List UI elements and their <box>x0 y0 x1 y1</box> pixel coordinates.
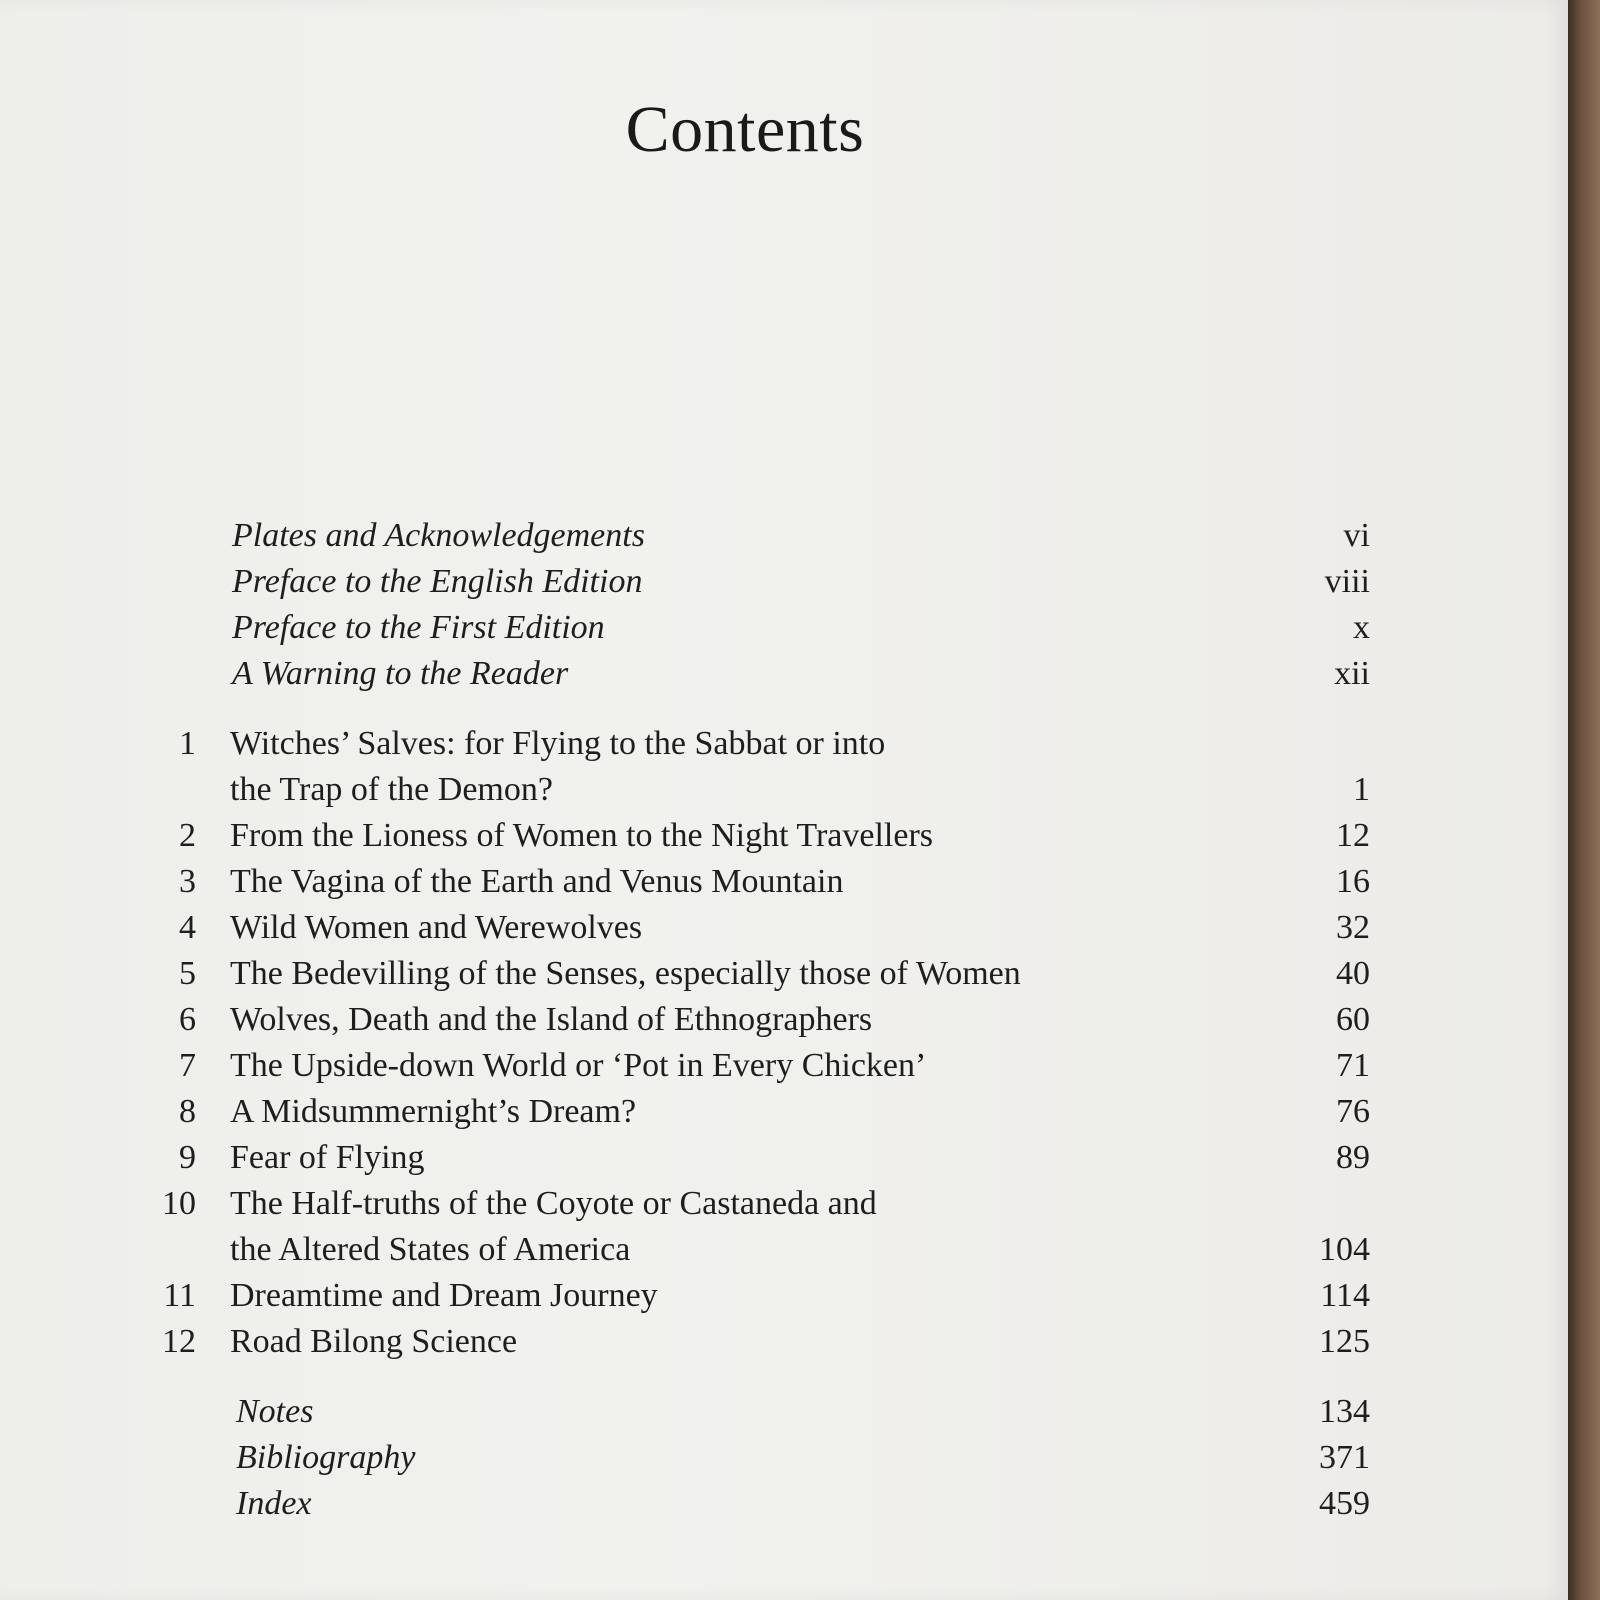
toc-entry-chapter <box>140 951 1370 997</box>
page-title: Contents <box>625 93 865 166</box>
toc-entry-chapter-continued <box>140 767 1370 813</box>
toc-entry-chapter <box>140 1181 1370 1227</box>
chapter-page: 40 <box>1336 955 1370 992</box>
toc-entry-front <box>140 559 1370 605</box>
chapter-title-line: Wild Women and Werewolves <box>230 909 643 946</box>
toc-entry-front <box>140 513 1370 559</box>
chapter-number: 1 <box>179 725 196 762</box>
entry-page: viii <box>1324 563 1370 600</box>
chapter-title-line: Road Bilong Science <box>230 1323 518 1360</box>
entry-title: Notes <box>236 1393 314 1430</box>
toc-entry-chapter <box>140 997 1370 1043</box>
chapter-number: 10 <box>162 1185 196 1222</box>
chapter-title-line: The Upside-down World or ‘Pot in Every Chicken’ <box>230 1047 927 1084</box>
chapter-page: 76 <box>1336 1093 1370 1130</box>
chapter-page: 16 <box>1336 863 1370 900</box>
toc-entry-chapter <box>140 813 1370 859</box>
chapter-title-line: the Trap of the Demon? <box>230 771 553 808</box>
entry-page: 459 <box>1319 1485 1370 1522</box>
chapter-title-line: Wolves, Death and the Island of Ethnographers <box>230 1001 873 1038</box>
chapter-title-line: The Half-truths of the Coyote or Castaneda and <box>230 1185 877 1222</box>
chapter-number: 6 <box>179 1001 196 1038</box>
chapter-number: 8 <box>179 1093 196 1130</box>
chapter-number: 9 <box>179 1139 196 1176</box>
chapter-number: 11 <box>163 1277 196 1314</box>
chapter-title-line: The Bedevilling of the Senses, especially those of Women <box>230 955 1021 992</box>
toc-entry-front <box>140 651 1370 697</box>
toc-entry-chapter <box>140 1135 1370 1181</box>
chapter-title-line: Fear of Flying <box>230 1139 425 1176</box>
chapter-title-line: Witches’ Salves: for Flying to the Sabbat or into <box>230 725 886 762</box>
chapter-title-line: the Altered States of America <box>230 1231 631 1268</box>
entry-page: vi <box>1343 517 1370 554</box>
entry-title: Plates and Acknowledgements <box>232 517 645 554</box>
toc-entry-chapter <box>140 721 1370 767</box>
chapter-page: 125 <box>1319 1323 1370 1360</box>
entry-page: 134 <box>1319 1393 1370 1430</box>
toc-entry-back <box>140 1389 1370 1435</box>
chapter-number: 7 <box>179 1047 196 1084</box>
entry-page: x <box>1353 609 1370 646</box>
toc-entry-chapter <box>140 859 1370 905</box>
chapter-page: 60 <box>1336 1001 1370 1038</box>
entry-title: A Warning to the Reader <box>232 655 569 692</box>
chapter-title-line: A Midsummernight’s Dream? <box>230 1093 637 1130</box>
toc-entry-chapter <box>140 1043 1370 1089</box>
chapter-title-line: Dreamtime and Dream Journey <box>230 1277 658 1314</box>
chapter-page: 104 <box>1319 1231 1370 1268</box>
toc-entry-chapter <box>140 1089 1370 1135</box>
toc-entry-back <box>140 1481 1370 1527</box>
toc-entry-chapter <box>140 905 1370 951</box>
toc-entry-chapter-continued <box>140 1227 1370 1273</box>
book-page-edge <box>1568 0 1600 1600</box>
chapter-number: 5 <box>179 955 196 992</box>
toc-entry-back <box>140 1435 1370 1481</box>
chapter-page: 114 <box>1320 1277 1370 1314</box>
entry-title: Preface to the English Edition <box>232 563 643 600</box>
toc-entry-front <box>140 605 1370 651</box>
chapter-number: 2 <box>179 817 196 854</box>
chapter-number: 12 <box>162 1323 196 1360</box>
chapter-number: 4 <box>179 909 196 946</box>
toc-entry-chapter <box>140 1273 1370 1319</box>
entry-title: Preface to the First Edition <box>232 609 605 646</box>
chapter-page: 71 <box>1336 1047 1370 1084</box>
chapter-title-line: From the Lioness of Women to the Night Travellers <box>230 817 934 854</box>
entry-title: Index <box>236 1485 312 1522</box>
chapter-page: 12 <box>1336 817 1370 854</box>
chapter-page: 89 <box>1336 1139 1370 1176</box>
chapter-page: 32 <box>1336 909 1370 946</box>
chapter-page: 1 <box>1353 771 1370 808</box>
entry-page: 371 <box>1319 1439 1370 1476</box>
entry-page: xii <box>1334 655 1370 692</box>
entry-title: Bibliography <box>236 1439 416 1476</box>
toc-entry-chapter <box>140 1319 1370 1365</box>
chapter-number: 3 <box>179 863 196 900</box>
chapter-title-line: The Vagina of the Earth and Venus Mountain <box>230 863 844 900</box>
